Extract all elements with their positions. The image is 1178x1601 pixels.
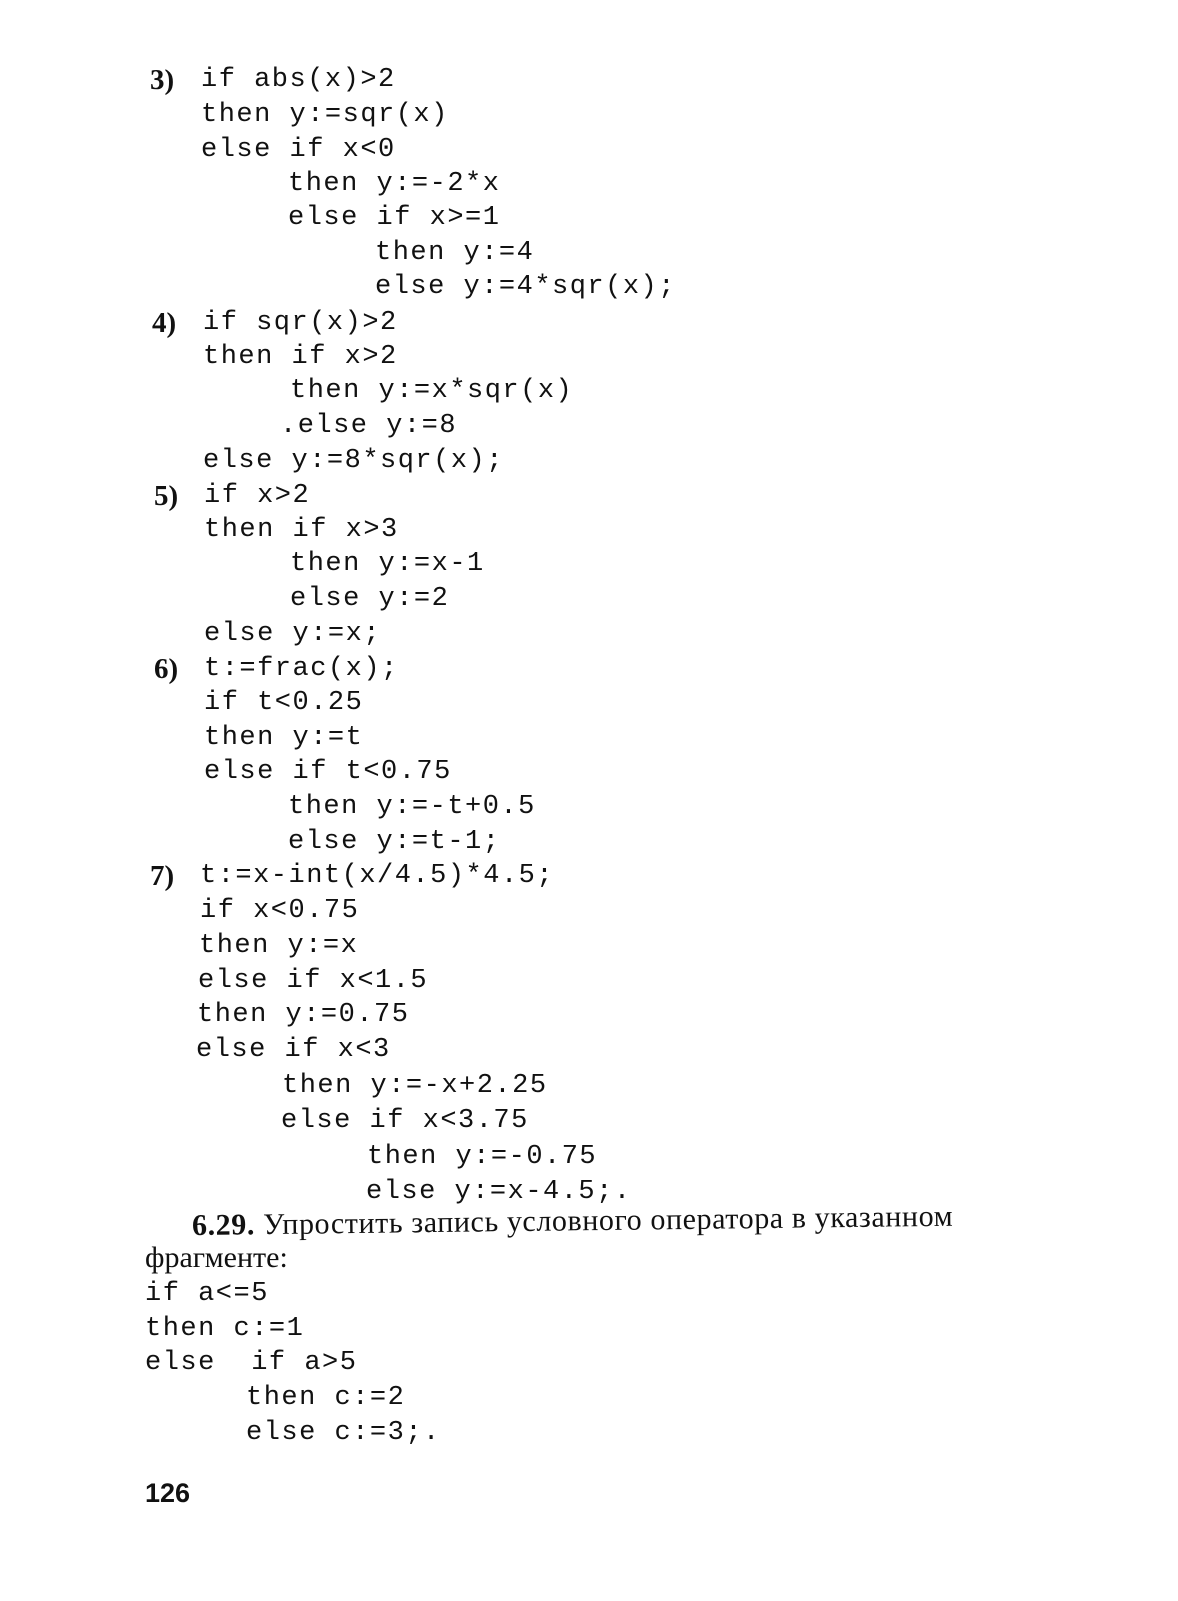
code-line: else if x<1.5 <box>198 966 429 996</box>
code-line: else if a>5 <box>145 1348 358 1378</box>
problem-text-continuation: фрагменте: <box>145 1241 288 1274</box>
problem-text: Упростить запись условного оператора в указанном <box>262 1199 954 1242</box>
problem-number: 6.29. <box>191 1208 256 1242</box>
code-line: then y:=-0.75 <box>367 1142 598 1172</box>
code-line: if x<0.75 <box>200 896 360 926</box>
page-number: 126 <box>145 1478 191 1508</box>
exercise-number: 5) <box>154 480 179 512</box>
code-line: else c:=3;. <box>246 1418 441 1448</box>
code-line: then y:=-t+0.5 <box>288 792 536 822</box>
code-line: then if x>3 <box>204 515 399 545</box>
code-line: if x>2 <box>204 481 311 511</box>
code-line: then y:=t <box>204 723 364 753</box>
code-line: then c:=1 <box>145 1314 305 1344</box>
code-line: then y:=sqr(x) <box>201 100 449 130</box>
code-line: then y:=-x+2.25 <box>282 1071 548 1101</box>
code-line: else if x<3.75 <box>281 1106 529 1136</box>
code-line: then y:=-2*x <box>288 169 501 199</box>
code-line: else y:=t-1; <box>288 827 501 857</box>
code-line: else if x<0 <box>201 135 396 165</box>
problem-statement <box>192 1198 1020 1244</box>
exercise-number: 3) <box>150 64 175 96</box>
code-line: else y:=x-4.5;. <box>366 1177 632 1207</box>
code-line: then y:=4 <box>375 238 535 268</box>
code-line: if abs(x)>2 <box>201 65 396 95</box>
code-line: then y:=x-1 <box>290 549 485 579</box>
code-line: else y:=x; <box>204 619 382 649</box>
code-line: if t<0.25 <box>204 688 364 718</box>
code-line: then y:=x*sqr(x) <box>290 376 574 406</box>
code-line: else y:=4*sqr(x); <box>375 272 676 302</box>
code-line: then if x>2 <box>203 342 398 372</box>
code-line: if sqr(x)>2 <box>203 308 398 338</box>
exercise-number: 4) <box>152 307 177 339</box>
exercise-number: 7) <box>150 860 175 892</box>
code-line: then c:=2 <box>246 1383 406 1413</box>
code-line: else if x>=1 <box>288 203 501 233</box>
code-line: else if x<3 <box>196 1035 391 1065</box>
code-line: t:=frac(x); <box>204 654 399 684</box>
code-line: then y:=0.75 <box>197 1000 410 1030</box>
code-line: if a<=5 <box>145 1279 269 1309</box>
code-line: then y:=x <box>199 931 359 961</box>
code-line: t:=x-int(x/4.5)*4.5; <box>200 861 555 891</box>
code-line: else if t<0.75 <box>204 757 452 787</box>
code-line: else y:=8*sqr(x); <box>203 446 504 476</box>
code-line: else y:=2 <box>290 584 450 614</box>
code-line: .else y:=8 <box>280 411 458 441</box>
exercise-number: 6) <box>154 653 179 685</box>
